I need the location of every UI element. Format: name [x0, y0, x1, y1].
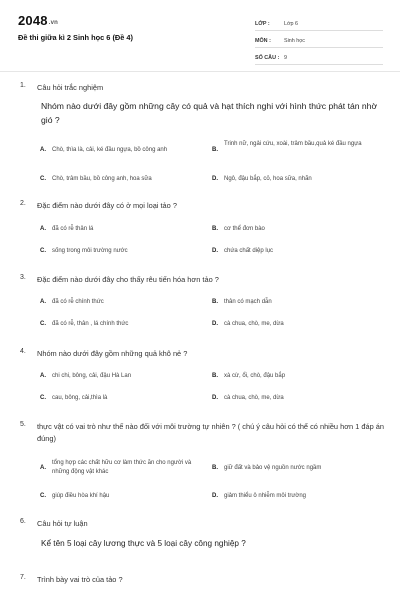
option-d[interactable] [212, 394, 379, 403]
option-d[interactable] [212, 175, 379, 184]
question-text: thực vật có vai trò như thế nào đối với môi trường tự nhiên ? ( chú ý câu hỏi có thể có nhiều hơn 1 đáp án đúng) [37, 422, 384, 443]
option-a[interactable] [40, 372, 207, 381]
option-letter: A. [40, 299, 46, 305]
question-text: Đặc điểm nào dưới đây cho thấy rêu tiến hóa hơn tảo ? [37, 275, 219, 284]
option-text: Trinh nữ, ngải cứu, xoài, trâm bầu,quả ké đầu ngựa [224, 141, 362, 147]
option-letter: D. [212, 493, 218, 499]
question-number: 6. [20, 518, 26, 525]
info-label: LỚP : [255, 21, 270, 27]
question-number: 4. [20, 348, 26, 355]
option-letter: C. [40, 248, 46, 254]
question-number: 5. [20, 421, 26, 428]
info-label: SỐ CÂU : [255, 55, 280, 61]
option-c[interactable] [40, 394, 207, 403]
question-text: Câu hỏi tự luận [37, 519, 88, 528]
info-value: Lớp 6 [284, 21, 299, 27]
option-text: chi chi, bông, cải, đậu Hà Lan [52, 373, 132, 379]
option-letter: B. [212, 465, 218, 471]
question-text: Nhóm nào dưới đây gồm những quả khô nẻ ? [37, 349, 188, 358]
option-text: giúp điều hòa khí hậu [52, 493, 110, 499]
option-a[interactable] [40, 459, 207, 477]
option-a[interactable] [40, 146, 207, 155]
option-letter: A. [40, 465, 46, 471]
option-letter: C. [40, 493, 46, 499]
option-d[interactable] [212, 492, 379, 501]
option-letter: D. [212, 176, 218, 182]
option-letter: B. [212, 226, 218, 232]
option-text: Chò, trâm bầu, bồ công anh, hoa sữa [52, 176, 152, 182]
option-text: cà chua, chò, me, dừa [224, 395, 284, 401]
option-a[interactable] [40, 225, 207, 234]
option-letter: A. [40, 226, 46, 232]
option-letter: A. [40, 373, 46, 379]
question-body: Kể tên 5 loại cây lương thực và 5 loại cây công nghiệp ? [41, 539, 246, 548]
option-b[interactable] [212, 464, 379, 473]
option-text: cơ thể đơn bào [224, 226, 265, 232]
option-letter: B. [212, 147, 218, 153]
site-logo[interactable]: 2048.vn [18, 13, 59, 28]
info-row-class [255, 14, 383, 31]
option-text: thân có mạch dẫn [224, 299, 272, 305]
option-b[interactable] [212, 372, 379, 381]
option-b[interactable] [212, 298, 379, 307]
info-row-question-count [255, 48, 383, 65]
option-letter: C. [40, 395, 46, 401]
option-text: đã có rễ chính thức [52, 299, 104, 305]
option-letter: D. [212, 395, 218, 401]
question-number: 7. [20, 574, 26, 581]
option-c[interactable] [40, 320, 207, 329]
info-row-subject [255, 31, 383, 48]
header-divider [0, 71, 400, 72]
option-text: xà cừ, ổi, chò, đậu bắp [224, 373, 286, 379]
info-label: MÔN : [255, 38, 271, 44]
option-letter: A. [40, 147, 46, 153]
header [0, 0, 400, 68]
info-value: Sinh học [284, 38, 305, 44]
option-b[interactable] [212, 225, 379, 234]
option-c[interactable] [40, 492, 207, 501]
info-value: 9 [284, 55, 287, 61]
option-b[interactable] [212, 140, 379, 155]
option-c[interactable] [40, 175, 207, 184]
option-text: sống trong môi trường nước [52, 248, 128, 254]
option-letter: C. [40, 321, 46, 327]
option-d[interactable] [212, 247, 379, 256]
option-text: tổng hợp các chất hữu cơ làm thức ăn cho người và những động vật khác [52, 460, 192, 475]
question-number: 1. [20, 82, 26, 89]
exam-info [255, 14, 383, 65]
exam-title: Đề thi giữa kì 2 Sinh học 6 (Đề 4) [18, 33, 134, 42]
option-text: giảm thiểu ô nhiễm môi trường [224, 493, 306, 499]
option-letter: B. [212, 373, 218, 379]
option-text: chứa chất diệp lục [224, 248, 274, 254]
option-text: Ngô, đậu bắp, cỏ, hoa sữa, nhãn [224, 176, 312, 182]
option-letter: C. [40, 176, 46, 182]
question-body: Nhóm nào dưới đây gồm những cây có quả và hạt thích nghi với hình thức phát tán nhờ gió ? [41, 101, 378, 125]
option-text: cau, bông, cải,thìa là [52, 395, 108, 401]
question-number: 2. [20, 200, 26, 207]
question-number: 3. [20, 274, 26, 281]
option-letter: D. [212, 248, 218, 254]
option-text: giữ đất và bảo vệ nguồn nước ngầm [224, 465, 322, 471]
option-d[interactable] [212, 320, 379, 329]
option-letter: B. [212, 299, 218, 305]
option-text: đã có rễ, thân , lá chính thức [52, 321, 129, 327]
option-text: Chò, thìa là, cải, ké đầu ngựa, bồ công anh [52, 147, 168, 153]
question-text: Câu hỏi trắc nghiệm [37, 83, 104, 92]
option-letter: D. [212, 321, 218, 327]
option-c[interactable] [40, 247, 207, 256]
option-text: đã có rễ thân lá [52, 226, 94, 232]
question-text: Trình bày vai trò của tảo ? [37, 575, 123, 584]
option-a[interactable] [40, 298, 207, 307]
option-text: cà chua, chò, me, dừa [224, 321, 284, 327]
question-text: Đặc điểm nào dưới đây có ở mọi loại tảo ? [37, 201, 177, 210]
